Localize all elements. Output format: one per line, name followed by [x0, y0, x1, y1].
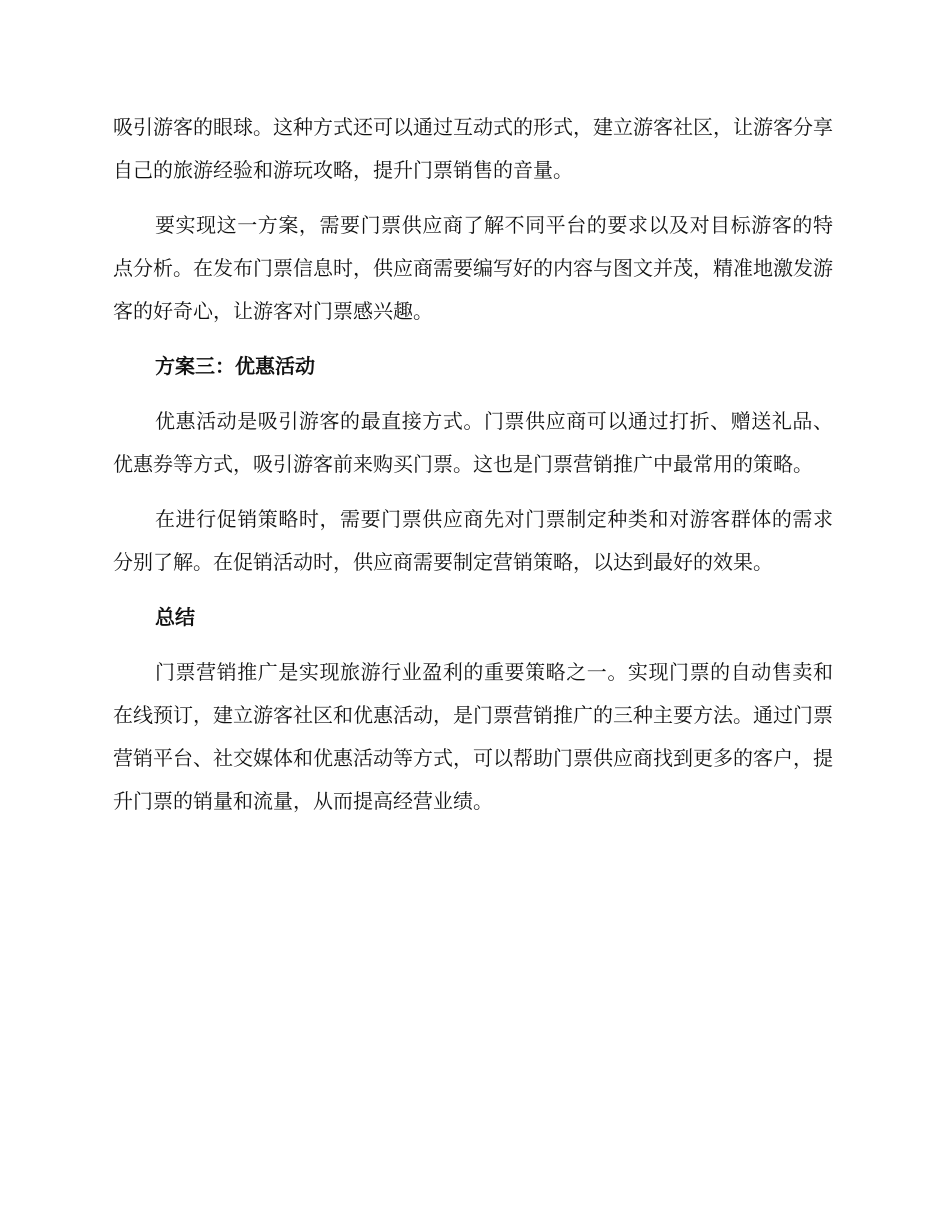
- paragraph-discount-activities: 优惠活动是吸引游客的最直接方式。门票供应商可以通过打折、赠送礼品、优惠券等方式，吸引游客前来购买门票。这也是门票营销推广中最常用的策略。: [113, 409, 833, 476]
- paragraph-promotion-strategy: 在进行促销策略时，需要门票供应商先对门票制定种类和对游客群体的需求分别了解。在促销活动时，供应商需要制定营销策略，以达到最好的效果。: [113, 507, 833, 574]
- section-heading-plan-three: 方案三：优惠活动: [155, 354, 315, 378]
- paragraph-summary: 门票营销推广是实现旅游行业盈利的重要策略之一。实现门票的自动售卖和在线预订，建立游客社区和优惠活动，是门票营销推广的三种主要方法。通过门票营销平台、社交媒体和优惠活动等方式，可以帮助门票供应商找到更多的客户，提升门票的销量和流量，从而提高经营业绩。: [113, 660, 833, 813]
- paragraph-platform-requirements: 要实现这一方案，需要门票供应商了解不同平台的要求以及对目标游客的特点分析。在发布门票信息时，供应商需要编写好的内容与图文并茂，精准地激发游客的好奇心，让游客对门票感兴趣。: [113, 213, 833, 323]
- document-body: [113, 106, 833, 835]
- paragraph-intro-continued: 吸引游客的眼球。这种方式还可以通过互动式的形式，建立游客社区，让游客分享自己的旅游经验和游玩攻略，提升门票销售的音量。: [113, 115, 833, 182]
- section-heading-summary: 总结: [155, 605, 195, 629]
